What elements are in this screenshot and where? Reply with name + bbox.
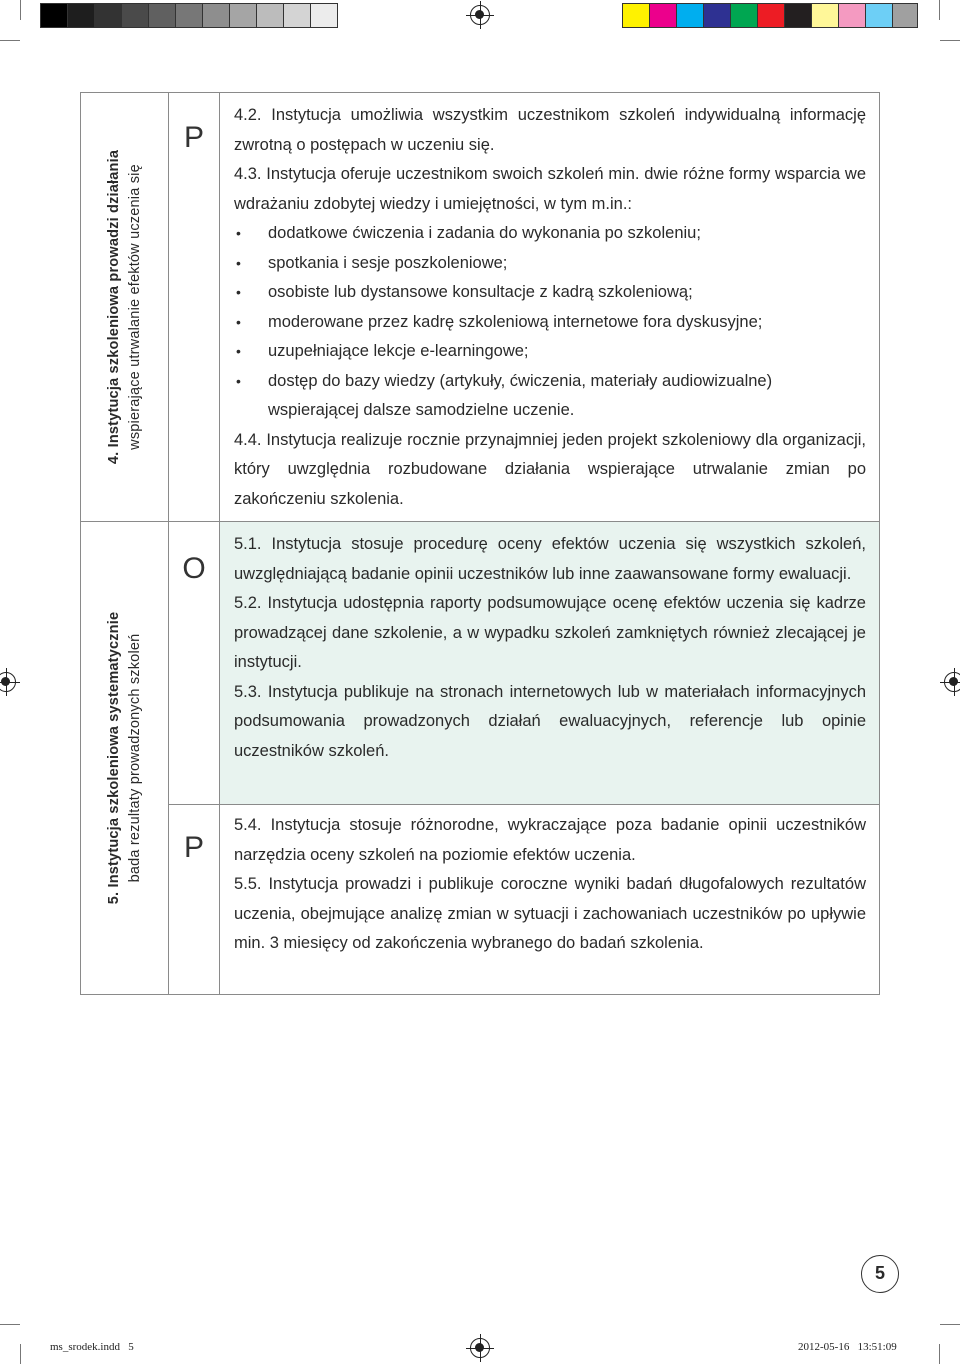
list-item: • dodatkowe ćwiczenia i zadania do wykonania po szkoleniu; — [234, 219, 866, 249]
requirement-paragraph: 5.1. Instytucja stosuje procedurę oceny efektów uczenia się wszystkich szkoleń, uwzględniającą badanie opinii uczestników lub inne zaawansowane formy ewaluacji. — [234, 535, 866, 583]
color-swatch — [649, 3, 677, 28]
registration-mark-icon — [944, 672, 960, 692]
list-item: • uzupełniające lekcje e-learningowe; — [234, 337, 866, 367]
color-swatch — [310, 3, 338, 28]
footer-timestamp: 2012-05-16 13:51:09 — [798, 1341, 897, 1353]
footer-file-name: ms_srodek.indd 5 — [50, 1341, 134, 1353]
color-swatch — [202, 3, 230, 28]
crop-mark — [0, 40, 20, 41]
section-title — [104, 150, 146, 464]
registration-mark-icon — [0, 672, 16, 692]
registration-mark-icon — [470, 1338, 490, 1358]
color-swatch — [40, 3, 68, 28]
section-title-line: 5. Instytucja szkoleniowa systematycznie — [105, 611, 122, 905]
requirement-paragraph: 5.2. Instytucja udostępnia raporty podsumowujące ocenę efektów uczenia się kadrze prowadzącej dane szkolenie, a w wypadku szkoleń zamkniętych również zlecającej je instytucji. — [234, 594, 866, 671]
color-swatch — [94, 3, 122, 28]
registration-mark-icon — [470, 5, 490, 25]
list-item: • spotkania i sesje poszkoleniowe; — [234, 249, 866, 279]
section-title-line: bada rezultaty prowadzonych szkoleń — [126, 633, 143, 883]
crop-mark — [939, 1344, 940, 1364]
color-swatch — [67, 3, 95, 28]
color-swatch — [730, 3, 758, 28]
color-swatch — [865, 3, 893, 28]
list-item: • osobiste lub dystansowe konsultacje z kadrą szkoleniową; — [234, 278, 866, 308]
crop-mark — [940, 40, 960, 41]
section-title-line: 4. Instytucja szkoleniowa prowadzi działania — [105, 149, 122, 465]
section-title — [104, 612, 146, 904]
requirement-paragraph: 4.2. Instytucja umożliwia wszystkim uczestnikom szkoleń indywidualną informację zwrotną o postępach w uczeniu się. — [234, 106, 866, 154]
color-swatch — [229, 3, 257, 28]
crop-mark — [20, 1344, 21, 1364]
requirement-paragraph: 4.3. Instytucja oferuje uczestnikom swoich szkoleń min. dwie różne formy wsparcia we wdrażaniu zdobytej wiedzy i umiejętności, w tym m.in.: — [234, 165, 866, 213]
color-swatch — [175, 3, 203, 28]
section-title-line: wspierające utrwalanie efektów uczenia się — [126, 164, 143, 450]
level-label: O — [182, 552, 206, 585]
color-swatch — [892, 3, 918, 28]
color-swatch — [283, 3, 311, 28]
color-swatch — [676, 3, 704, 28]
section-title-cell — [80, 92, 169, 522]
crop-mark — [20, 0, 21, 20]
level-cell — [168, 92, 220, 522]
requirements-text — [234, 811, 866, 959]
color-swatch — [256, 3, 284, 28]
requirement-bullet-list — [234, 219, 866, 426]
color-swatch — [838, 3, 866, 28]
crop-mark — [0, 1324, 20, 1325]
color-swatch — [757, 3, 785, 28]
requirement-paragraph: 5.3. Instytucja publikuje na stronach internetowych lub w materiałach informacyjnych podsumowania prowadzonych działań ewaluacyjnych, referencje lub opinie uczestników szkoleń. — [234, 682, 866, 760]
color-swatch — [811, 3, 839, 28]
color-swatch — [703, 3, 731, 28]
requirements-text — [234, 530, 866, 766]
color-swatch — [784, 3, 812, 28]
crop-mark — [939, 0, 940, 20]
level-cell — [168, 521, 220, 805]
list-item: • moderowane przez kadrę szkoleniową internetowe fora dyskusyjne; — [234, 308, 866, 338]
color-swatch — [121, 3, 149, 28]
requirements-text — [234, 101, 866, 514]
level-label: P — [183, 121, 204, 154]
requirement-paragraph: 4.4. Instytucja realizuje rocznie przynajmniej jeden projekt szkoleniowy dla organizacji, który uwzględnia rozbudowane działania wspierające utrwalanie zmian po zakończeniu szkolenia. — [234, 430, 866, 508]
color-swatch — [148, 3, 176, 28]
requirement-paragraph: 5.4. Instytucja stosuje różnorodne, wykraczające poza badanie opinii uczestników narzędzia oceny szkoleń na poziomie efektów uczenia. — [234, 816, 866, 864]
section-title-cell — [80, 521, 169, 995]
requirement-paragraph: 5.5. Instytucja prowadzi i publikuje coroczne wyniki badań długofalowych rezultatów uczenia, obejmujące analizę zmian w sytuacji i zachowaniach uczestników po upływie min. 3 miesięcy od zakończenia wybranego do badań szkolenia. — [234, 875, 866, 952]
level-label: P — [183, 831, 204, 864]
color-swatch — [622, 3, 650, 28]
page-number: 5 — [861, 1255, 899, 1293]
level-cell — [168, 804, 220, 995]
list-item: • dostęp do bazy wiedzy (artykuły, ćwiczenia, materiały audiowizualne) wspierającej dalsze samodzielne uczenie. — [234, 367, 866, 426]
crop-mark — [940, 1324, 960, 1325]
